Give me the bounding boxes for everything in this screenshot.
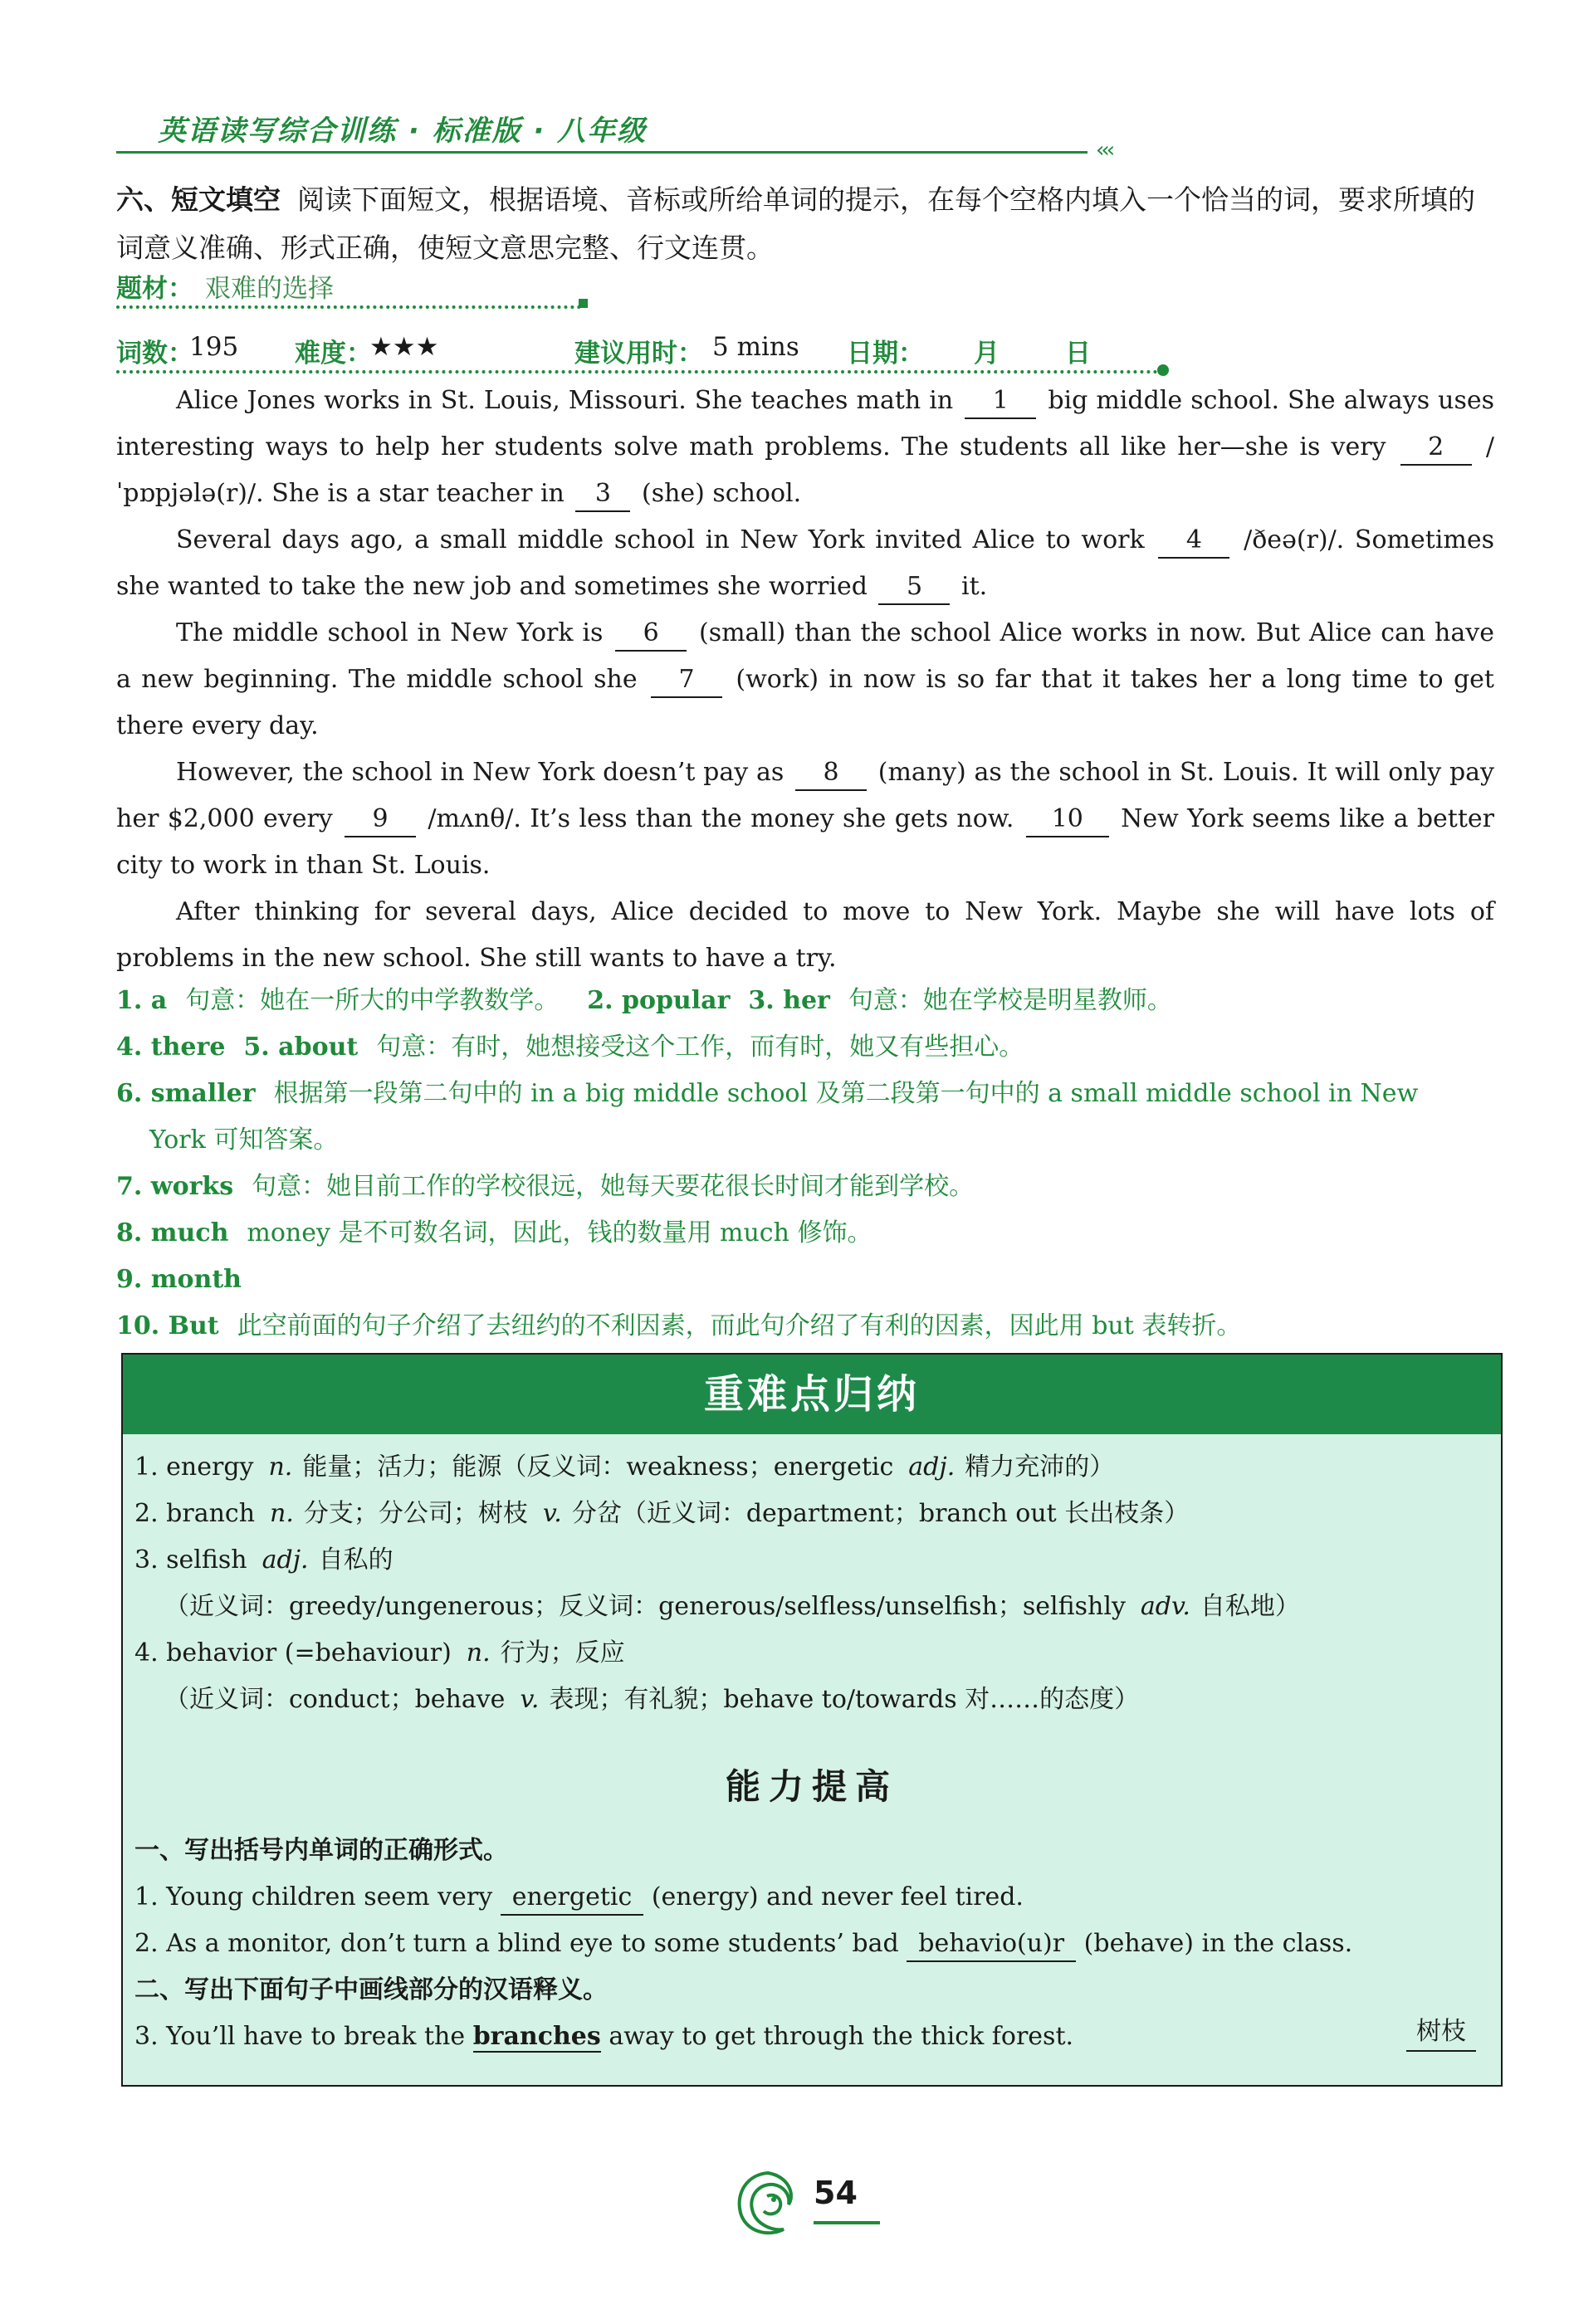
underlined-word: branches <box>472 2022 601 2051</box>
blank-3[interactable]: 3 <box>575 477 630 512</box>
answer: 4. there <box>116 1033 226 1062</box>
vocab-item <box>134 1491 1488 1537</box>
dotted-divider <box>116 305 581 309</box>
topic <box>116 267 334 305</box>
answer[interactable]: energetic <box>501 1881 644 1916</box>
text: (small) than the school Alice works in now. But Alice can have a new beginning. The middle school she <box>116 618 1494 694</box>
answer[interactable]: behavio(u)r <box>907 1927 1076 1962</box>
topic-label: 题材： <box>116 274 193 304</box>
text: (energy) and never feel tired. <box>651 1882 1024 1911</box>
note: 此空前面的句子介绍了去纽约的不利因素，而此句介绍了有利的因素，因此用 but 表转折。 <box>237 1311 1242 1340</box>
vocab-item <box>134 1630 1488 1677</box>
text: (many) as the school in St. Louis. It will only pay her $2,000 every <box>116 758 1494 833</box>
exercise-heading: 一、写出括号内单词的正确形式。 <box>134 1836 508 1865</box>
text: The middle school in New York is <box>176 618 604 647</box>
paragraph <box>116 517 1494 610</box>
answer: 5. about <box>243 1033 359 1062</box>
section-title <box>116 176 1494 272</box>
page-number: 54 <box>814 2175 858 2211</box>
note: 句意：她在一所大的中学教数学。 <box>185 986 560 1015</box>
passage <box>116 378 1494 982</box>
pos: adj. <box>908 1452 956 1482</box>
text: /mʌnθ/. It’s less than the money she gets now. <box>428 804 1014 833</box>
blank-4[interactable]: 4 <box>1158 524 1229 559</box>
answer: 3. her <box>748 986 830 1015</box>
question <box>134 1921 1488 1967</box>
definition: （近义词：greedy/ungenerous；反义词：generous/selfless/unselfish；selfishly <box>164 1592 1126 1621</box>
vocab-item <box>134 1444 1488 1491</box>
answer-key <box>116 978 1498 1350</box>
definition: （近义词：conduct；behave <box>164 1685 506 1714</box>
pos: adj. <box>262 1545 309 1575</box>
box-title: 重难点归纳 <box>123 1355 1501 1434</box>
header-title: 英语读写综合训练 · 标准版 · 八年级 <box>158 115 648 148</box>
dot-bullet-icon <box>1157 364 1169 376</box>
definition: 能量；活力；能源（反义词：weakness；energetic <box>302 1452 894 1482</box>
text: /ˈpɒpjələ(r)/. She is a star teacher in <box>116 432 1494 508</box>
text: Several days ago, a small middle school in New York invited Alice to work <box>176 525 1145 554</box>
text: big middle school. She always uses interesting ways to help her students solve math problems. The students all like her—she is very <box>116 386 1495 461</box>
pos: v. <box>542 1499 562 1528</box>
paragraph <box>116 749 1494 889</box>
answer: 8. much <box>116 1218 229 1247</box>
text: it. <box>961 572 988 601</box>
key-points-box <box>121 1353 1503 2087</box>
answer-line <box>116 1071 1498 1117</box>
text: 1. Young children seem very <box>134 1882 493 1911</box>
text: (behave) in the class. <box>1083 1929 1353 1958</box>
note: 句意：她目前工作的学校很远，她每天要花很长时间才能到学校。 <box>252 1172 975 1201</box>
definition: 分支；分公司；树枝 <box>303 1499 528 1528</box>
note: money 是不可数名词，因此，钱的数量用 much 修饰。 <box>247 1218 872 1247</box>
question <box>134 2014 1488 2060</box>
definition: 行为；反应 <box>500 1638 625 1667</box>
answer-line <box>116 1164 1498 1210</box>
vocab-list <box>134 1444 1488 1723</box>
answer-line: York 可知答案。 <box>149 1125 339 1155</box>
word: 4. behavior (=behaviour) <box>134 1638 452 1667</box>
header-rule <box>116 151 1088 154</box>
time-label: 建议用时： <box>574 339 703 369</box>
text: away to get through the thick forest. <box>609 2022 1074 2051</box>
blank-2[interactable]: 2 <box>1400 431 1472 466</box>
blank-6[interactable]: 6 <box>615 617 687 652</box>
definition: 表现；有礼貌；behave to/towards 对……的态度） <box>549 1685 1140 1714</box>
definition: 精力充沛的） <box>965 1452 1115 1482</box>
answer: 6. smaller <box>116 1079 256 1108</box>
vocab-item-cont <box>134 1584 1488 1630</box>
section-label: 六、短文填空 <box>116 183 281 216</box>
answer: 9. month <box>116 1265 242 1294</box>
difficulty-label: 难度： <box>295 339 372 369</box>
text: Alice Jones works in St. Louis, Missouri. She teaches math in <box>176 386 954 415</box>
pos: v. <box>520 1685 540 1714</box>
page-footer <box>731 2166 897 2241</box>
paragraph <box>116 378 1494 517</box>
pos: adv. <box>1140 1592 1190 1621</box>
square-bullet-icon <box>579 299 588 308</box>
vocab-item-cont <box>134 1677 1488 1723</box>
note: 根据第一段第二句中的 in a big middle school 及第二段第一句中的 a small middle school in New <box>273 1079 1419 1108</box>
answer-line <box>116 978 1498 1024</box>
date-label: 日期： <box>847 339 924 369</box>
paragraph <box>116 610 1494 749</box>
answer-line <box>116 1210 1498 1257</box>
definition: 自私的 <box>318 1545 393 1575</box>
answer: 1. a <box>116 986 168 1015</box>
text: (work) in now is so far that it takes her a long time to get there every day. <box>116 665 1494 740</box>
text: (she) school. <box>641 479 802 508</box>
topic-value: 艰难的选择 <box>205 274 334 304</box>
dotted-divider <box>116 370 1158 374</box>
words-label: 词数： <box>116 339 193 369</box>
page-header <box>116 108 1154 163</box>
note: 句意：她在学校是明星教师。 <box>848 986 1172 1015</box>
blank-5[interactable]: 5 <box>878 570 950 605</box>
blank-7[interactable]: 7 <box>651 663 722 698</box>
blank-1[interactable]: 1 <box>965 384 1036 419</box>
section-instruction: 阅读下面短文，根据语境、音标或所给单词的提示，在每个空格内填入一个恰当的词，要求所填的词意义准确、形式正确，使短文意思完整、行文连贯。 <box>116 183 1475 264</box>
text: 2. As a monitor, don’t turn a blind eye to some students’ bad <box>134 1929 899 1958</box>
time-value: 5 mins <box>712 332 799 362</box>
date-month: 月 <box>974 339 1000 369</box>
word: 1. energy <box>134 1452 254 1482</box>
word: 3. selfish <box>134 1545 247 1575</box>
blank-9[interactable]: 9 <box>345 803 416 837</box>
paragraph: After thinking for several days, Alice decided to move to New York. Maybe she will have lots of problems in the new school. She still wants to have a try. <box>116 897 1494 973</box>
text: 3. You’ll have to break the <box>134 2022 466 2051</box>
words-value: 195 <box>189 332 239 362</box>
difficulty-stars: ★★★ <box>369 332 439 362</box>
answer-line <box>116 1024 1498 1071</box>
vocab-item <box>134 1537 1488 1584</box>
answer: 7. works <box>116 1172 234 1201</box>
exercises <box>134 1828 1488 2060</box>
exercise-heading: 二、写出下面句子中画线部分的汉语释义。 <box>134 1975 608 2004</box>
answer: 2. popular <box>587 986 731 1015</box>
pos: n. <box>270 1499 294 1528</box>
question <box>134 1874 1488 1921</box>
answer: 10. But <box>116 1311 219 1340</box>
definition: 分岔（近义词：department；branch out 长出枝条） <box>571 1499 1190 1528</box>
date-day: 日 <box>1065 339 1091 369</box>
sub-title: 能力提高 <box>725 1766 898 1807</box>
answer-line <box>116 1257 1498 1303</box>
answer-line <box>116 1303 1498 1350</box>
text: New York seems like a better city to work in than St. Louis. <box>116 804 1494 880</box>
definition: 自私地） <box>1200 1592 1300 1621</box>
blank-10[interactable]: 10 <box>1026 803 1109 837</box>
footer-rule <box>814 2221 880 2224</box>
chevron-icon: ‹‹‹ <box>1096 138 1112 163</box>
text: /ðeə(r)/. Sometimes she wanted to take the new job and sometimes she worried <box>116 525 1494 601</box>
pos: n. <box>268 1452 293 1482</box>
word: 2. branch <box>134 1499 256 1528</box>
dolphin-logo-icon <box>731 2166 805 2241</box>
text: However, the school in New York doesn’t pay as <box>176 758 784 787</box>
note: 句意：有时，她想接受这个工作，而有时，她又有些担心。 <box>376 1033 1024 1062</box>
blank-8[interactable]: 8 <box>795 756 867 791</box>
pos: n. <box>466 1638 491 1667</box>
answer[interactable]: 树枝 <box>1406 2014 1476 2052</box>
